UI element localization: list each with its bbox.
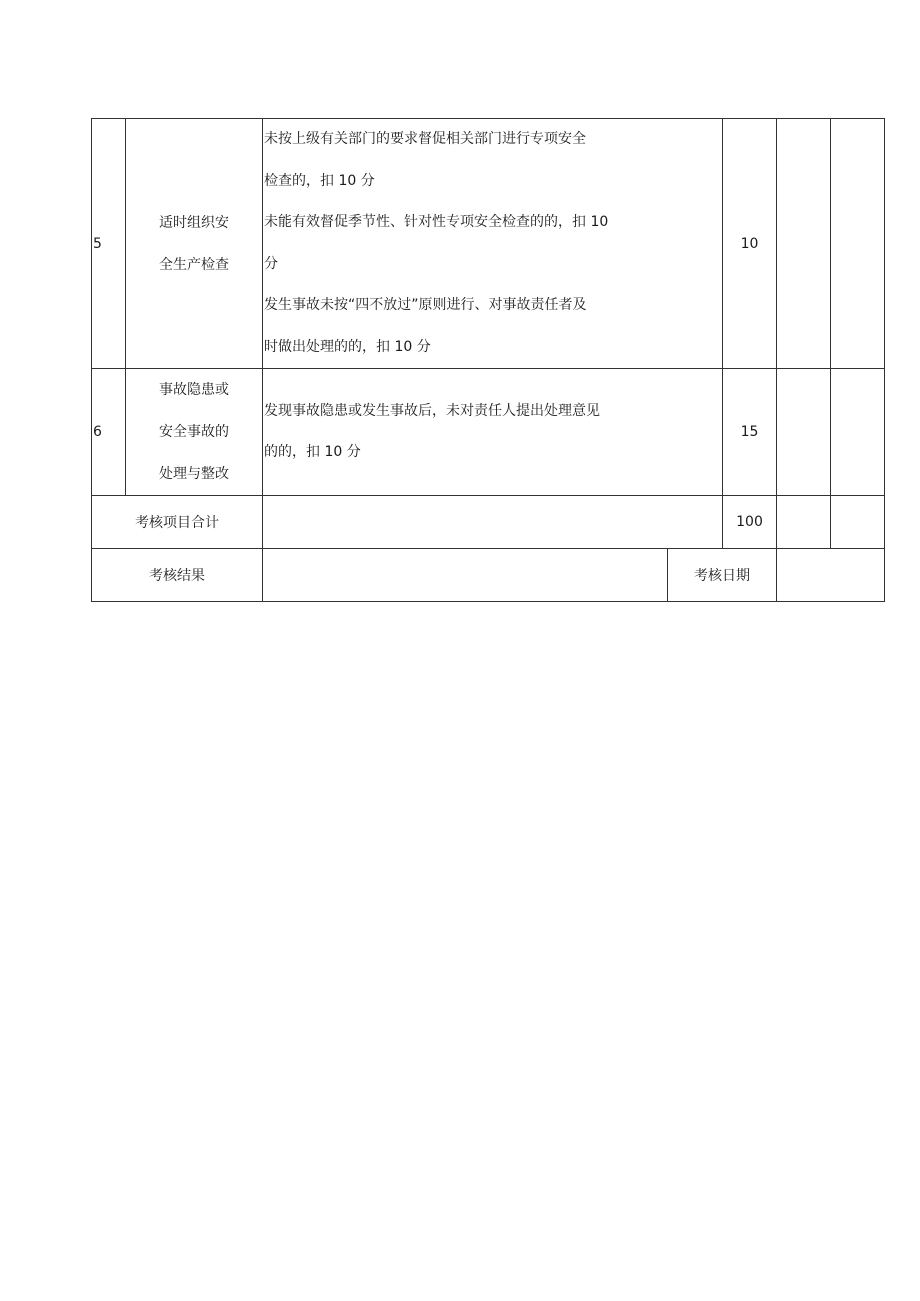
- row-number: 5: [92, 119, 126, 369]
- criteria-line: 检查的，扣 10 分: [264, 172, 375, 189]
- deduction-criteria: [263, 119, 723, 369]
- item-line: 处理与整改: [159, 466, 229, 482]
- criteria-line: 的的，扣 10 分: [264, 444, 361, 460]
- result-value-cell: [263, 549, 668, 602]
- item-line: 适时组织安: [159, 214, 229, 231]
- empty-cell: [831, 119, 885, 369]
- total-score: 100: [723, 496, 777, 549]
- score-cell: 10: [723, 119, 777, 369]
- empty-cell: [777, 496, 831, 549]
- empty-cell: [777, 119, 831, 369]
- total-label: 考核项目合计: [92, 496, 263, 549]
- assessment-item: [126, 119, 263, 369]
- table-row: [92, 369, 885, 496]
- criteria-line: 发生事故未按“四不放过”原则进行、对事故责任者及: [264, 297, 587, 313]
- item-line: 安全事故的: [159, 424, 229, 440]
- empty-cell: [831, 369, 885, 496]
- date-value-cell: [777, 549, 885, 602]
- total-row: [92, 496, 885, 549]
- item-line: 事故隐患或: [159, 382, 229, 398]
- assessment-item: [126, 369, 263, 496]
- result-label: 考核结果: [92, 549, 263, 602]
- criteria-line: 时做出处理的的，扣 10 分: [264, 338, 431, 355]
- row-number: 6: [92, 369, 126, 496]
- score-cell: 15: [723, 369, 777, 496]
- criteria-line: 发现事故隐患或发生事故后，未对责任人提出处理意见: [264, 402, 600, 419]
- empty-cell: [263, 496, 723, 549]
- assessment-table-page: [91, 118, 885, 602]
- table-row: [92, 119, 885, 369]
- empty-cell: [777, 369, 831, 496]
- criteria-line: 分: [264, 255, 278, 272]
- date-label: 考核日期: [668, 549, 777, 602]
- item-line: 全生产检查: [159, 256, 229, 273]
- result-row: [92, 549, 885, 602]
- criteria-line: 未按上级有关部门的要求督促相关部门进行专项安全: [264, 131, 586, 147]
- deduction-criteria: [263, 369, 723, 496]
- assessment-table: [91, 118, 885, 602]
- empty-cell: [831, 496, 885, 549]
- criteria-line: 未能有效督促季节性、针对性专项安全检查的的，扣 10: [264, 214, 609, 230]
